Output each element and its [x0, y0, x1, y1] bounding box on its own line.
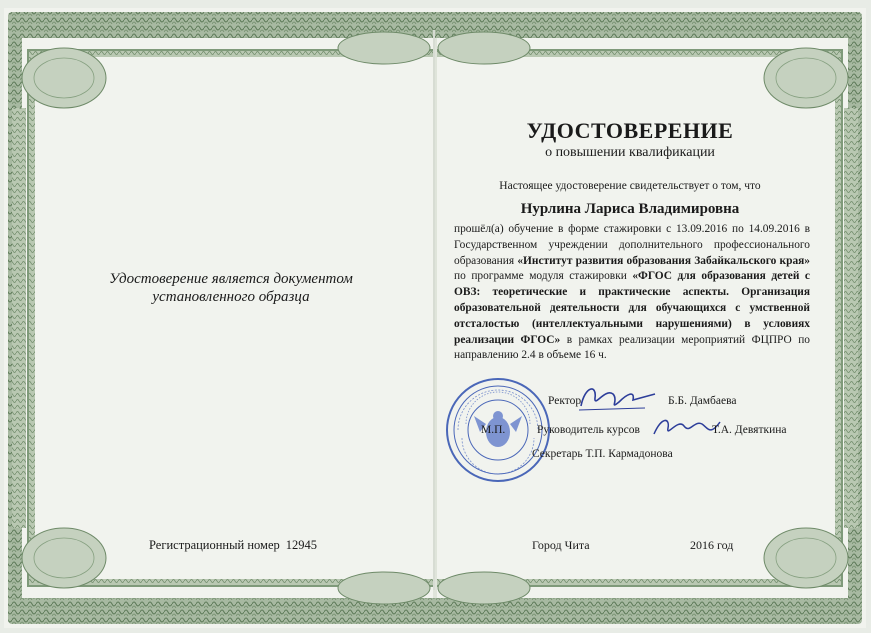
document-title: УДОСТОВЕРЕНИЕ — [526, 118, 734, 143]
center-fold — [433, 30, 435, 590]
course-head-name: Т.А. Девяткина — [712, 424, 787, 436]
city: Город Чита — [532, 538, 590, 552]
certifies-text: Настоящее удостоверение свидетельствует о том, что — [499, 180, 761, 192]
registration-value: 12945 — [285, 538, 317, 552]
rector-name: Б.Б. Дамбаева — [668, 395, 737, 407]
body-part-3: в рамках реализации мероприятий ФЦПРО по направлению 2.4 в объеме 16 ч. — [454, 333, 810, 362]
document-subtitle: о повышении квалификации — [545, 145, 715, 160]
body-part-2: по программе модуля стажировки — [454, 270, 633, 283]
institution-name: «Институт развития образования Забайкальского края» — [517, 254, 810, 267]
seal-placeholder-label: М.П. — [481, 424, 506, 436]
rector-label: Ректор — [548, 395, 582, 407]
course-head-label: Руководитель курсов — [537, 424, 640, 436]
document-status-note — [96, 270, 366, 306]
registration-number — [149, 538, 317, 553]
certificate-body — [454, 222, 810, 364]
year: 2016 год — [690, 538, 734, 552]
recipient-name: Нурлина Лариса Владимировна — [520, 201, 740, 217]
note-line-2: установленного образца — [152, 289, 310, 305]
note-line-1: Удостоверение является документом — [109, 271, 353, 287]
program-name: «ФГОС для образования детей с ОВЗ: теоретические и практические аспекты. Организация образовательной деятельности для обучающихся с умственной отсталостью (интеллектуальными нарушениями) в условиях реализации ФГОС» — [454, 270, 810, 346]
registration-label: Регистрационный номер — [149, 538, 280, 552]
body-part-1: прошёл(а) обучение в форме стажировки с 13.09.2016 по 14.09.2016 в Государственном учреждении дополнительного профессионального образования — [454, 223, 810, 267]
secretary: Секретарь Т.П. Кармадонова — [532, 448, 673, 460]
rector-signature — [575, 380, 665, 416]
